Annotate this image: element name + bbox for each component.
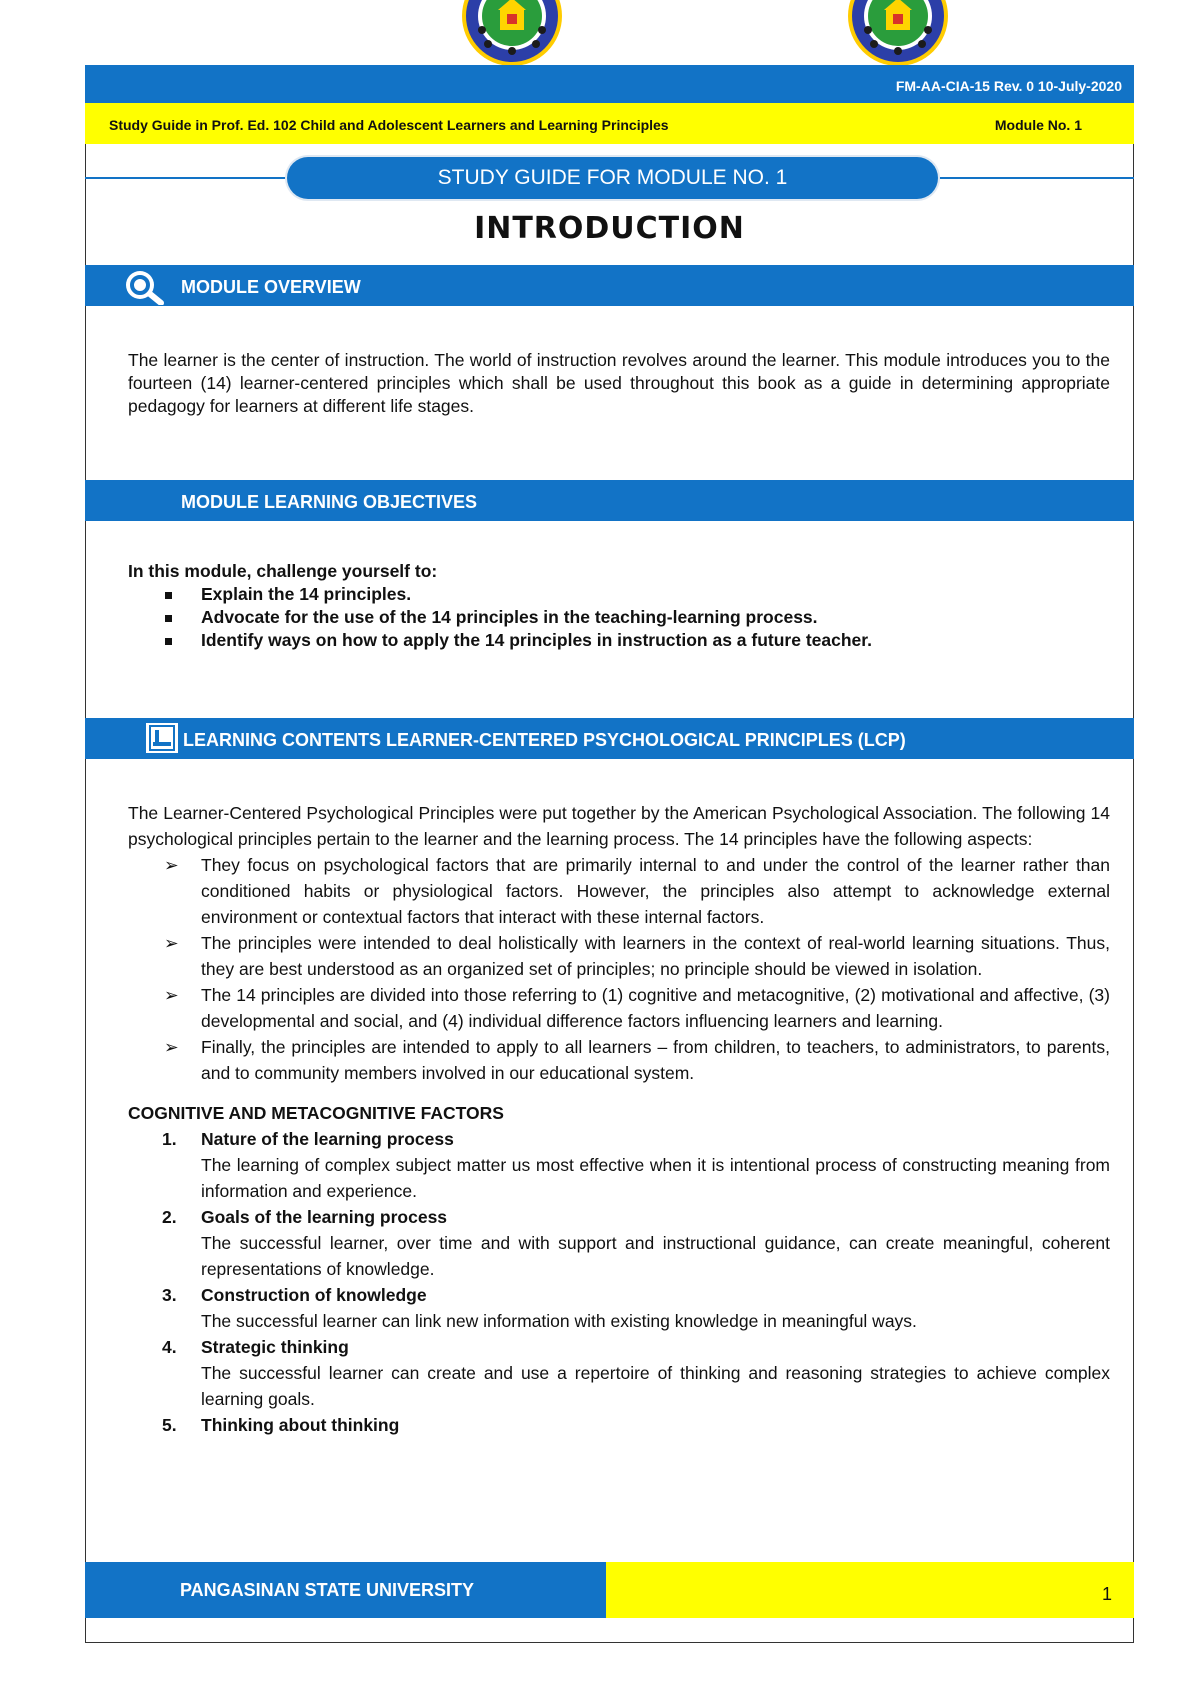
header-blue-bar (85, 65, 1134, 103)
list-item: Identify ways on how to apply the 14 principles in instruction as a future teacher. (128, 629, 1110, 652)
list-item: ➢ The principles were intended to deal holistically with learners in the context of real-world learning situations. Thus, they are best understood as an organized set of principles; no principle should be viewed in isolation. (128, 930, 1110, 982)
book-icon (145, 722, 179, 759)
search-icon (123, 269, 169, 310)
factors-heading: COGNITIVE AND METACOGNITIVE FACTORS (128, 1103, 504, 1123)
university-name: PANGASINAN STATE UNIVERSITY (180, 1580, 475, 1600)
list-item: Explain the 14 principles. (128, 583, 1110, 606)
section-heading: LEARNING CONTENTS LEARNER-CENTERED PSYCHOLOGICAL PRINCIPLES (LCP) (183, 730, 906, 750)
arrow-bullet-icon: ➢ (164, 1037, 179, 1057)
section-heading: MODULE OVERVIEW (181, 277, 361, 297)
arrow-bullet-icon: ➢ (164, 855, 179, 875)
contents-intro: The Learner-Centered Psychological Principles were put together by the American Psychological Association. The following 14 psychological principles pertain to the learner and the learning process. The 14 principles have the following aspects: (128, 803, 1110, 849)
module-number: Module No. 1 (994, 117, 1082, 133)
section-module-overview (85, 265, 1134, 306)
course-title: Study Guide in Prof. Ed. 102 Child and Adolescent Learners and Learning Principles (109, 117, 669, 133)
page-number: 1 (1101, 1584, 1112, 1604)
section-learning-objectives (85, 480, 1134, 521)
list-item: 1. Nature of the learning process The learning of complex subject matter us most effective when it is intentional process of constructing meaning from information and experience. (162, 1129, 1110, 1201)
header-yellow-bar (85, 103, 1134, 144)
overview-text: The learner is the center of instruction. The world of instruction revolves around the learner. This module introduces you to the fourteen (14) learner-centered principles which shall be used throughout this book as a guide in determining appropriate pedagogy for learners at different life stages. (128, 350, 1110, 416)
study-guide-pill: STUDY GUIDE FOR MODULE NO. 1 (287, 157, 938, 199)
list-item: ➢ Finally, the principles are intended to apply to all learners – from children, to teachers, to administrators, to parents, and to community members involved in our educational system. (128, 1034, 1110, 1086)
arrow-bullet-icon: ➢ (164, 933, 179, 953)
footer-page-bar (606, 1562, 1134, 1618)
college-seal-logo-right (848, 0, 948, 66)
list-item: Advocate for the use of the 14 principles in the teaching-learning process. (128, 606, 1110, 629)
title-rule-right (930, 177, 1134, 179)
objectives-list (128, 560, 1110, 652)
objectives-intro: In this module, challenge yourself to: (128, 561, 438, 581)
footer-university-bar (85, 1562, 606, 1618)
list-item: ➢ They focus on psychological factors that are primarily internal to and under the control of the learner rather than conditioned habits or physiological factors. However, the principles also attempt to acknowledge external environment or contextual factors that interact with these internal factors. (128, 852, 1110, 930)
section-heading: MODULE LEARNING OBJECTIVES (181, 492, 478, 512)
page-title: INTRODUCTION (474, 211, 745, 246)
university-seal-logo-left (462, 0, 562, 66)
list-item: 2. Goals of the learning process The successful learner, over time and with support and instructional guidance, can create meaningful, coherent representations of knowledge. (162, 1207, 1110, 1279)
form-code: FM-AA-CIA-15 Rev. 0 10-July-2020 (895, 78, 1122, 94)
list-item: 4. Strategic thinking The successful learner can create and use a repertoire of thinking and reasoning strategies to achieve complex learning goals. (162, 1337, 1110, 1409)
list-item: ➢ The 14 principles are divided into those referring to (1) cognitive and metacognitive, (2) motivational and affective, (3) developmental and social, and (4) individual difference factors influencing learners and learning. (128, 982, 1110, 1034)
title-rule-left (85, 177, 295, 179)
learning-contents-body (128, 800, 1110, 1438)
list-item: 5. Thinking about thinking (162, 1415, 400, 1435)
section-learning-contents (85, 718, 1134, 759)
list-item: 3. Construction of knowledge The successful learner can link new information with existing knowledge in meaningful ways. (162, 1285, 917, 1331)
arrow-bullet-icon: ➢ (164, 985, 179, 1005)
